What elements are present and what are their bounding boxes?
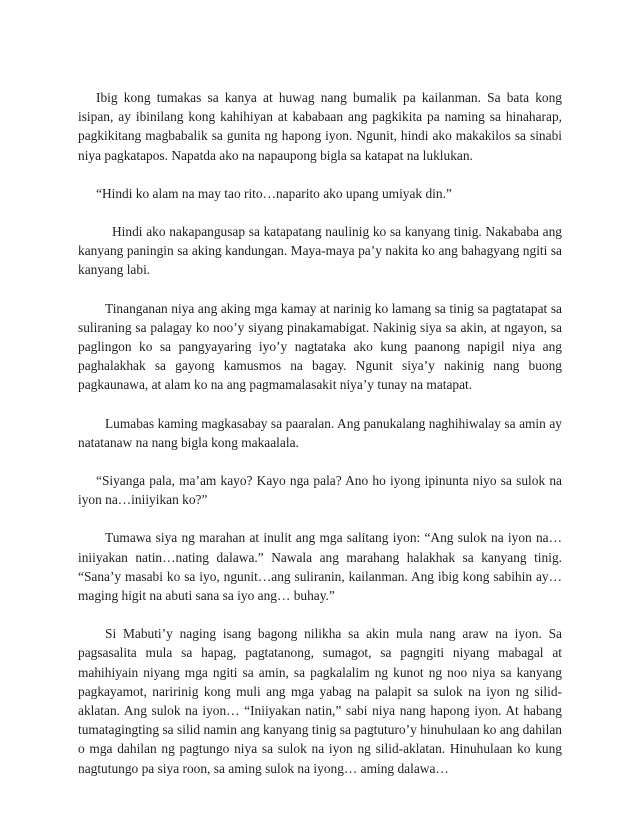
- paragraph-7: Tumawa siya ng marahan at inulit ang mga salitang iyon: “Ang sulok na iyon na…iniiyakan natin…nating dalawa.” Nawala ang marahang halakhak sa kanyang tinig. “Sana’y masabi ko sa iyo, ngunit…ang suliranin, kailanman. Ang ibig kong sabihin ay… maging higit na abuti sana sa iyo ang… buhay.”: [78, 530, 562, 604]
- paragraph-2-quote: “Hindi ko alam na may tao rito…naparito ako upang umiyak din.”: [96, 185, 452, 201]
- document-page: [78, 88, 562, 797]
- paragraph-1: Ibig kong tumakas sa kanya at huwag nang bumalik pa kailanman. Sa bata kong isipan, ay ibinilang kong kahihiyan at kababaan ang pagkikita pa naming sa hinaharap, pagkikitang magbabalik sa gunita ng hapong iyon. Ngunit, hindi ako makakilos sa sinabi niya pagkatapos. Napatda ako na napaupong bigla sa katapat na luklukan.: [78, 90, 562, 163]
- paragraph-3: Hindi ako nakapangusap sa katapatang naulinig ko sa kanyang tinig. Nakababa ang kanyang paningin sa aking kandungan. Maya-maya pa’y nakita ko ang bahagyang ngiti sa kanyang labi.: [78, 224, 562, 278]
- paragraph-8: Si Mabuti’y naging isang bagong nilikha sa akin mula nang araw na iyon. Sa pagsasalita mula sa hapag, pagtatanong, sumagot, sa pagngiti niyang mabagal at mahihiyain niyang mga ngiti sa amin, sa pagkalalim ng kunot ng noo niya sa kanyang pagkayamot, naririnig kong muli ang mga yabag na palapit sa sulok na iyon ng silid-aklatan. Ang sulok na iyon… “Iniiyakan natin,” sabi niya nang hapong iyon. At habang tumatagingting sa silid namin ang kanyang tinig sa pagtuturo’y hinuhulaan ko ang dahilan o mga dahilan ng pagtungo niya sa sulok na iyon ng silid-aklatan. Hinuhulaan ko kung nagtutungo pa siya roon, sa aming sulok na iyong… aming dalawa…: [78, 626, 562, 776]
- paragraph-5: Lumabas kaming magkasabay sa paaralan. Ang panukalang naghihiwalay sa amin ay natatanaw na nang bigla kong makaalala.: [78, 415, 562, 450]
- paragraph-4: Tinanganan niya ang aking mga kamay at narinig ko lamang sa tinig sa pagtatapat sa suliraning sa palagay ko noo’y siyang pinakamabigat. Nakinig siya sa akin, at ngayon, sa paglingon ko sa pangyayaring iyo’y nagtataka ako kung paanong napigil niya ang paghalakhak sa gayong kamusmos na bagay. Ngunit siya’y nakinig nang buong pagkaunawa, at alam ko na ang pagmamalasakit niya’y tunay na matapat.: [78, 300, 562, 393]
- paragraph-6-quote: “Siyanga pala, ma’am kayo? Kayo nga pala? Ano ho iyong ipinunta niyo sa sulok na iyon na…iniiyikan ko?”: [78, 473, 562, 508]
